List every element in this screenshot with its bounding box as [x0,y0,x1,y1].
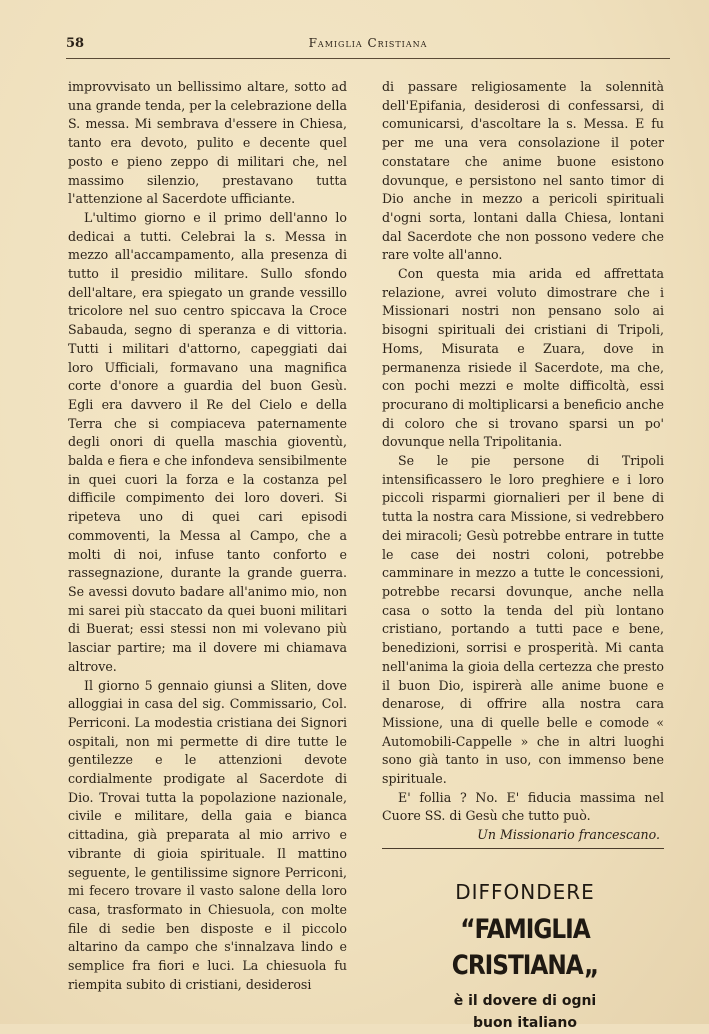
left-column [68,78,347,994]
paragraph: Se le pie persone di Tripoli intensificassero le loro preghiere e i loro piccoli risparmi giornalieri per il bene di tutta la nostra cara Missione, si vedrebbero dei miracoli; Gesù potrebbe entrare in tutte le case dei nostri coloni, potrebbe camminare in mezzo a tutte le concessioni, potrebbe recarsi dovunque, anche nella casa o sotto la tenda del più lontano cristiano, portando a tutti pace e bene, benedizioni, sorrisi e prosperità. Mi canta nell'anima la gioia della certezza che presto il buon Dio, ispirerà alle anime buone e denarose, di offrire alla nostra cara Missione, una di quelle belle e comode « Automobili-Cappelle » che in altri luoghi sono già tanto in uso, con immenso bene spirituale. [382,453,664,787]
paragraph: E' follia ? No. E' fiducia massima nel Cuore SS. di Gesù che tutto può. [382,789,664,824]
paragraph: L'ultimo giorno e il primo dell'anno lo dedicai a tutti. Celebrai la s. Messa in mezzo all'accampamento, alla presenza di tutto il presidio militare. Sullo sfondo dell'altare, era spiegato un grande vessillo tricolore nel suo centro spiccava la Croce Sabauda, segno di speranza e di vittoria. Tutti i militari d'attorno, capeggiati dai loro Ufficiali, formavano una magnifica corte d'onore a guardia del buon Gesù. Egli era davvero il Re del Cielo e della Terra che si compiaceva paternamente degli onori di quella maschia gioventù, balda e fiera e che infondeva sensibilmente in quei cuori la forza e la costanza pel difficile compimento dei loro doveri. Si ripeteva uno di quei cari episodi commoventi, la Messa al Campo, che a molti di noi, infuse tanto conforto e rassegnazione, durante la grande guerra. Se avessi dovuto badare all'animo mio, non mi sarei più staccato da quei buoni militari di Buerat; essi stessi non mi volevano più lasciar partire; ma il dovere mi chiamava altrove. [68,209,347,674]
page-header [66,34,670,58]
running-title: Famiglia Cristiana [308,36,428,50]
paragraph: improvvisato un bellissimo altare, sotto ad una grande tenda, per la celebrazione della S. messa. Mi sembrava d'essere in Chiesa, tanto era devoto, pulito e decente quel posto e pieno zeppo di militari che, nel massimo silenzio, prestavano tutta l'attenzione al Sacerdote ufficiante. [68,79,347,207]
right-column [382,78,664,845]
paragraph: Con questa mia arida ed affrettata relazione, avrei voluto dimostrare che i Missionari nostri non pensano solo ai bisogni spirituali dei cristiani di Tripoli, Homs, Misurata e Zuara, dove in permanenza risiede il Sacerdote, ma che, con pochi mezzi e molte difficoltà, essi procurano di moltiplicarsi a beneficio anche di coloro che si trovano sparsi un po' dovunque nella Tripolitania. [382,266,664,450]
ad-line-2: “FAMIGLIA CRISTIANA„ [451,914,599,981]
page-number: 58 [66,36,85,51]
paragraph: Il giorno 5 gennaio giunsi a Sliten, dove alloggiai in casa del sig. Commissario, Col. Perriconi. La modestia cristiana dei Signori ospitali, non mi permette di dire tutte le gentilezze e le attenzioni devote cordialmente prodigate al Sacerdote di Dio. Trovai tutta la popolazione nazionale, civile e militare, della gaia e bianca cittadina, già preparata al mio arrivo e vibrante di gioia spirituale. Il mattino seguente, le gentilissime signore Perriconi, mi fecero trovare il vasto salone della loro casa, trasformato in Chiesuola, con molte file di sedie ben disposte e il piccolo altarino da campo che s'innalzava lindo e semplice fra fiori e luci. La chiesuola fu riempita subito di cristiani, desiderosi [68,677,347,992]
ad-line-4: buon italiano [472,1015,577,1031]
ad-line-1: DIFFONDERE [455,880,595,904]
header-rule [66,58,670,59]
advertisement [366,880,684,1034]
ad-line-3: è il dovere di ogni [453,993,597,1009]
signature: Un Missionario francescano. [477,827,660,843]
paragraph: di passare religiosamente la solennità dell'Epifania, desiderosi di confessarsi, di comunicarsi, d'ascoltare la s. Messa. E fu per me una vera consolazione il poter constatare che anime buone esistono dovunque, e persistono nel santo timor di Dio anche in mezzo a pericoli spirituali d'ogni sorta, lontani dalla Chiesa, lontani dal Sacerdote che non possono vedere che rare volte all'anno. [382,79,664,263]
section-divider [382,848,664,849]
